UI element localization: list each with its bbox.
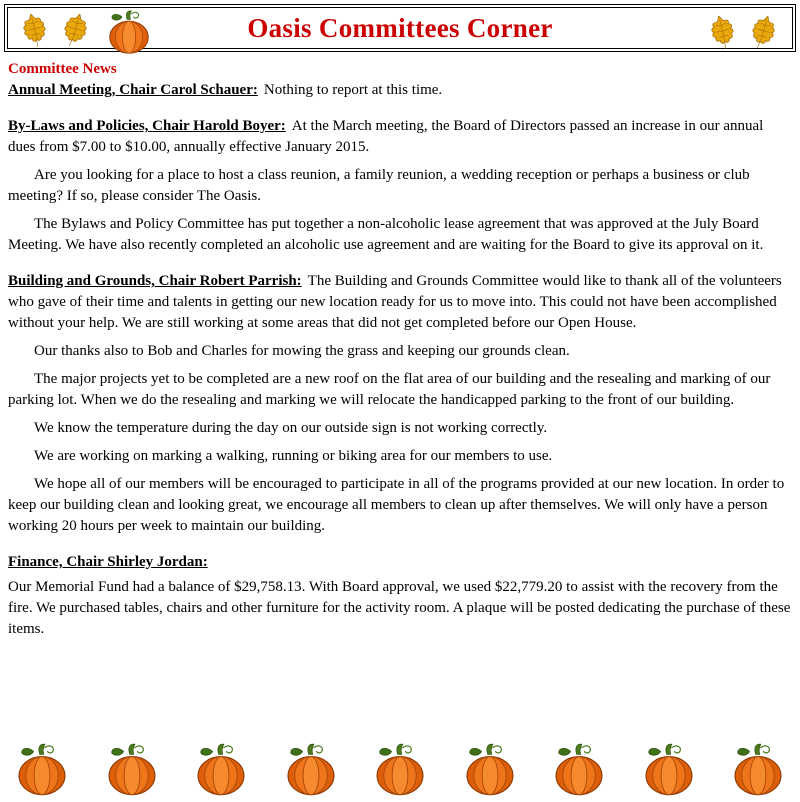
pumpkin-icon: [641, 741, 697, 799]
newsletter-body: [8, 59, 793, 655]
paragraph: The Bylaws and Policy Committee has put together a non-alcoholic lease agreement that was approved at the July Board Meeting. We have also recently completed an alcoholic use agreement and are waiting for the Board to give its approval on it.: [8, 216, 764, 253]
footer-pumpkin-border: [0, 741, 800, 799]
pumpkin-icon: [193, 741, 249, 799]
autumn-leaf-icon: [739, 7, 788, 60]
section-building-grounds: [8, 271, 793, 537]
pumpkin-icon: [372, 741, 428, 799]
pumpkin-icon: [104, 741, 160, 799]
pumpkin-icon: [100, 9, 158, 56]
paragraph: Are you looking for a place to host a class reunion, a family reunion, a wedding reception or perhaps a business or club meeting? If so, please consider The Oasis.: [8, 167, 750, 204]
section-bylaws-policies: [8, 116, 793, 256]
committee-news-title: Committee News: [8, 61, 117, 77]
pumpkin-icon: [14, 741, 70, 799]
pumpkin-icon: [283, 741, 339, 799]
section-annual-meeting: [8, 80, 793, 101]
section-lead-line: [8, 80, 793, 101]
section-finance: [8, 552, 793, 640]
page-title: Oasis Committees Corner: [247, 12, 553, 43]
section-lead-line: [8, 552, 793, 573]
section-lead-line: [8, 116, 793, 158]
committee-heading: By-Laws and Policies, Chair Harold Boyer:: [8, 118, 286, 134]
pumpkin-icon: [730, 741, 786, 799]
autumn-leaf-icon: [699, 7, 747, 59]
committee-lead: Nothing to report at this time.: [263, 82, 443, 98]
paragraph: Our Memorial Fund had a balance of $29,758.13. With Board approval, we used $22,779.20 to assist with the recovery from the fire. We purchased tables, chairs and other furniture for the activity room. A plaque will be posted dedicating the purchase of these items.: [8, 579, 791, 637]
pumpkin-icon: [462, 741, 518, 799]
committee-heading: Finance, Chair Shirley Jordan:: [8, 554, 208, 570]
committee-heading: Building and Grounds, Chair Robert Parrish:: [8, 273, 302, 289]
committee-lead: At the March meeting, the Board of Directors passed an increase in our annual dues from $7.00 to $10.00, annually effective January 2015.: [8, 118, 764, 155]
masthead: [4, 4, 796, 52]
committee-lead: The Building and Grounds Committee would like to thank all of the volunteers who gave of their time and talents in getting our new location ready for us to move into. This could not have been accomplished without your help. We are still working at some areas that did not get completed before our Open House.: [8, 273, 782, 331]
paragraph: We are working on marking a walking, running or biking area for our members to use.: [34, 448, 553, 464]
committee-heading: Annual Meeting, Chair Carol Schauer:: [8, 82, 258, 98]
autumn-leaf-icon: [51, 5, 100, 58]
paragraph: The major projects yet to be completed are a new roof on the flat area of our building and the resealing and marking of our parking lot. When we do the resealing and marking we will relocate the handicapped parking to the front of our building.: [8, 371, 771, 408]
pumpkin-icon: [551, 741, 607, 799]
header-left-decorations: [16, 9, 158, 56]
section-lead-line: [8, 271, 793, 334]
paragraph: We know the temperature during the day on our outside sign is not working correctly.: [34, 420, 548, 436]
paragraph: Our thanks also to Bob and Charles for mowing the grass and keeping our grounds clean.: [34, 343, 570, 359]
header-right-decorations: [704, 11, 782, 55]
autumn-leaf-icon: [11, 5, 59, 57]
paragraph: We hope all of our members will be encouraged to participate in all of the programs provided at our new location. In order to keep our building clean and looking great, we encourage all members to clean up after themselves. We will only have a person working 20 hours per week to maintain our building.: [8, 476, 785, 534]
